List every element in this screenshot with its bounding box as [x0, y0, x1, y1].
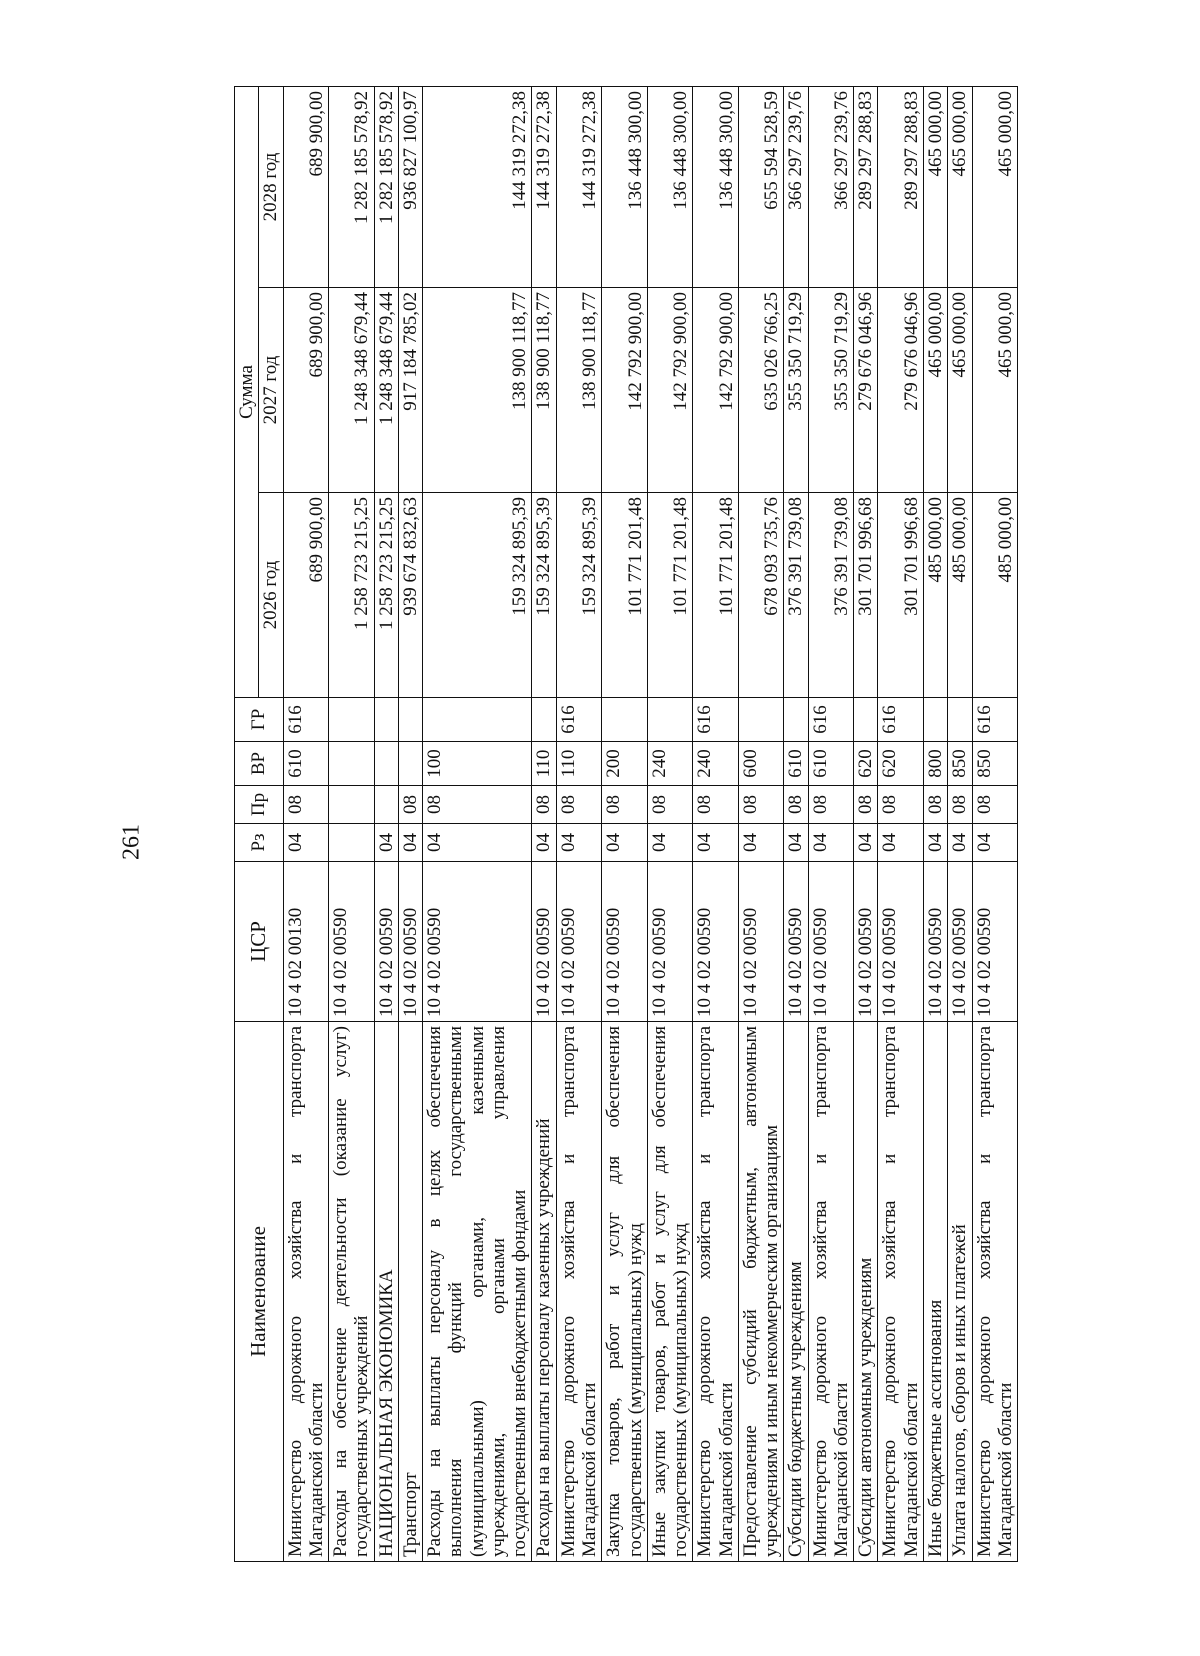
cell-pr: 08 [972, 786, 1018, 824]
cell-name-line: Министерство дорожного хозяйства и транспорта [879, 1026, 901, 1557]
cell-name [972, 1022, 1018, 1562]
table-row [878, 87, 924, 1562]
cell-gr [784, 698, 808, 742]
cell-name-line: учреждениями, органами управления [487, 1026, 509, 1557]
cell-rz: 04 [532, 824, 556, 862]
cell-2027: 142 792 900,00 [602, 288, 648, 493]
cell-name [602, 1022, 648, 1562]
cell-csr: 10 4 02 00590 [808, 862, 854, 1022]
cell-name [808, 1022, 854, 1562]
cell-pr [374, 786, 398, 824]
cell-vr: 600 [738, 742, 784, 786]
cell-name-line: Магаданской области [994, 1382, 1016, 1557]
cell-name-line: Предоставление субсидий бюджетным, автономным [739, 1026, 761, 1557]
cell-pr: 08 [602, 786, 648, 824]
cell-gr [948, 698, 972, 742]
cell-vr [329, 742, 375, 786]
cell-2026: 301 701 996,68 [878, 493, 924, 698]
cell-name [329, 1022, 375, 1562]
cell-name-line: Расходы на обеспечение деятельности (оказание услуг) [330, 1026, 352, 1557]
cell-2028: 144 319 272,38 [423, 87, 532, 288]
page-number: 261 [118, 824, 145, 860]
cell-2026: 101 771 201,48 [647, 493, 693, 698]
cell-2028: 1 282 185 578,92 [329, 87, 375, 288]
cell-name [398, 1022, 422, 1562]
cell-2027: 138 900 118,77 [423, 288, 532, 493]
cell-2027: 142 792 900,00 [647, 288, 693, 493]
cell-gr: 616 [556, 698, 602, 742]
cell-vr [398, 742, 422, 786]
col-header-2027: 2027 год [259, 288, 283, 493]
table-row [602, 87, 648, 1562]
cell-2026: 678 093 735,76 [738, 493, 784, 698]
cell-name-line: Субсидии автономным учреждениям [855, 1257, 877, 1557]
cell-gr [329, 698, 375, 742]
cell-pr: 08 [878, 786, 924, 824]
cell-name [556, 1022, 602, 1562]
cell-pr: 08 [923, 786, 947, 824]
budget-table [234, 86, 1018, 1562]
cell-csr: 10 4 02 00590 [854, 862, 878, 1022]
cell-csr: 10 4 02 00590 [948, 862, 972, 1022]
cell-vr: 610 [784, 742, 808, 786]
cell-2028: 1 282 185 578,92 [374, 87, 398, 288]
cell-rz: 04 [602, 824, 648, 862]
cell-2028: 136 448 300,00 [602, 87, 648, 288]
cell-pr [329, 786, 375, 824]
cell-name-line: Магаданской области [715, 1382, 737, 1557]
cell-gr [374, 698, 398, 742]
cell-2026: 485 000,00 [923, 493, 947, 698]
cell-2027: 355 350 719,29 [808, 288, 854, 493]
cell-name [738, 1022, 784, 1562]
cell-vr: 110 [556, 742, 602, 786]
cell-2026: 159 324 895,39 [532, 493, 556, 698]
table-body [283, 87, 1018, 1562]
cell-vr: 800 [923, 742, 947, 786]
cell-2028: 689 900,00 [283, 87, 329, 288]
header-row-1 [235, 87, 259, 1562]
cell-2028: 144 319 272,38 [556, 87, 602, 288]
cell-2028: 289 297 288,83 [878, 87, 924, 288]
cell-name-line: Расходы на выплаты персоналу в целях обеспечения [424, 1026, 446, 1557]
cell-name-line: Министерство дорожного хозяйства и транспорта [284, 1026, 306, 1557]
cell-name-line: Магаданской области [305, 1382, 327, 1557]
cell-2026: 485 000,00 [972, 493, 1018, 698]
cell-gr [398, 698, 422, 742]
cell-rz: 04 [647, 824, 693, 862]
cell-name-line: Субсидии бюджетным учреждениям [785, 1261, 807, 1557]
cell-2028: 136 448 300,00 [647, 87, 693, 288]
cell-2027: 465 000,00 [972, 288, 1018, 493]
cell-rz: 04 [923, 824, 947, 862]
cell-2028: 465 000,00 [923, 87, 947, 288]
cell-gr [738, 698, 784, 742]
cell-2028: 136 448 300,00 [693, 87, 739, 288]
table-row [808, 87, 854, 1562]
cell-gr [532, 698, 556, 742]
cell-gr [854, 698, 878, 742]
cell-2026: 376 391 739,08 [784, 493, 808, 698]
cell-name-line: государственных (муниципальных) нужд [624, 1223, 646, 1557]
cell-pr: 08 [784, 786, 808, 824]
cell-name [923, 1022, 947, 1562]
cell-name [854, 1022, 878, 1562]
cell-csr: 10 4 02 00590 [693, 862, 739, 1022]
table-row [329, 87, 375, 1562]
cell-name [283, 1022, 329, 1562]
cell-vr: 100 [423, 742, 532, 786]
cell-2026: 159 324 895,39 [423, 493, 532, 698]
cell-2028: 936 827 100,97 [398, 87, 422, 288]
cell-2028: 144 319 272,38 [532, 87, 556, 288]
cell-rz: 04 [374, 824, 398, 862]
cell-pr: 08 [283, 786, 329, 824]
cell-vr: 200 [602, 742, 648, 786]
cell-pr: 08 [693, 786, 739, 824]
cell-name-line: Министерство дорожного хозяйства и транспорта [973, 1026, 995, 1557]
cell-rz: 04 [972, 824, 1018, 862]
cell-name-line: Закупка товаров, работ и услуг для обеспечения [603, 1026, 625, 1557]
cell-2027: 279 676 046,96 [854, 288, 878, 493]
cell-pr: 08 [423, 786, 532, 824]
cell-2027: 355 350 719,29 [784, 288, 808, 493]
cell-rz: 04 [283, 824, 329, 862]
cell-rz: 04 [398, 824, 422, 862]
table-row [283, 87, 329, 1562]
col-header-2028: 2028 год [259, 87, 283, 288]
cell-gr [423, 698, 532, 742]
cell-2026: 1 258 723 215,25 [329, 493, 375, 698]
table-row [398, 87, 422, 1562]
cell-rz: 04 [878, 824, 924, 862]
cell-gr: 616 [693, 698, 739, 742]
cell-name [693, 1022, 739, 1562]
cell-name-line: Магаданской области [830, 1382, 852, 1557]
cell-2027: 138 900 118,77 [556, 288, 602, 493]
cell-2027: 1 248 348 679,44 [329, 288, 375, 493]
cell-csr: 10 4 02 00590 [647, 862, 693, 1022]
cell-2028: 289 297 288,83 [854, 87, 878, 288]
cell-name-line: Магаданской области [900, 1382, 922, 1557]
cell-csr: 10 4 02 00590 [878, 862, 924, 1022]
cell-2027: 917 184 785,02 [398, 288, 422, 493]
cell-2028: 465 000,00 [972, 87, 1018, 288]
cell-name [948, 1022, 972, 1562]
cell-name-line: выполнения функций государственными [445, 1026, 467, 1557]
col-header-csr: ЦСР [235, 862, 284, 1022]
cell-name [423, 1022, 532, 1562]
table-row [556, 87, 602, 1562]
cell-vr [374, 742, 398, 786]
cell-2028: 366 297 239,76 [808, 87, 854, 288]
cell-gr [647, 698, 693, 742]
cell-2027: 138 900 118,77 [532, 288, 556, 493]
cell-2026: 301 701 996,68 [854, 493, 878, 698]
cell-name [647, 1022, 693, 1562]
cell-pr: 08 [948, 786, 972, 824]
cell-name [784, 1022, 808, 1562]
cell-csr: 10 4 02 00590 [556, 862, 602, 1022]
cell-name-line: государственными внебюджетными фондами [509, 1189, 531, 1557]
cell-pr: 08 [808, 786, 854, 824]
cell-gr: 616 [808, 698, 854, 742]
cell-2027: 635 026 766,25 [738, 288, 784, 493]
cell-vr: 110 [532, 742, 556, 786]
cell-rz: 04 [693, 824, 739, 862]
cell-csr: 10 4 02 00590 [532, 862, 556, 1022]
cell-name [532, 1022, 556, 1562]
col-header-2026: 2026 год [259, 493, 283, 698]
cell-name-line: государственных (муниципальных) нужд [670, 1223, 692, 1557]
table-row [923, 87, 947, 1562]
col-header-name: Наименование [235, 1022, 284, 1562]
cell-gr: 616 [972, 698, 1018, 742]
cell-vr: 610 [283, 742, 329, 786]
cell-pr: 08 [532, 786, 556, 824]
cell-2026: 939 674 832,63 [398, 493, 422, 698]
cell-csr: 10 4 02 00590 [398, 862, 422, 1022]
col-header-pr: Пр [235, 786, 284, 824]
cell-name-line: Министерство дорожного хозяйства и транспорта [694, 1026, 716, 1557]
cell-2026: 1 258 723 215,25 [374, 493, 398, 698]
cell-gr [923, 698, 947, 742]
cell-2027: 1 248 348 679,44 [374, 288, 398, 493]
cell-rz: 04 [948, 824, 972, 862]
cell-name-line: учреждениям и иным некоммерческим организациям [761, 1124, 783, 1557]
cell-gr [602, 698, 648, 742]
col-header-rz: Рз [235, 824, 284, 862]
cell-2027: 142 792 900,00 [693, 288, 739, 493]
table-row [854, 87, 878, 1562]
table-row [532, 87, 556, 1562]
cell-csr: 10 4 02 00590 [738, 862, 784, 1022]
cell-csr: 10 4 02 00590 [423, 862, 532, 1022]
cell-vr: 850 [972, 742, 1018, 786]
table-row [647, 87, 693, 1562]
cell-gr: 616 [283, 698, 329, 742]
cell-name-line: Иные бюджетные ассигнования [924, 1299, 946, 1557]
cell-name [878, 1022, 924, 1562]
cell-rz: 04 [808, 824, 854, 862]
cell-rz: 04 [854, 824, 878, 862]
cell-vr: 620 [878, 742, 924, 786]
cell-csr: 10 4 02 00590 [374, 862, 398, 1022]
cell-pr: 08 [556, 786, 602, 824]
cell-2028: 465 000,00 [948, 87, 972, 288]
cell-2026: 101 771 201,48 [602, 493, 648, 698]
table-row [948, 87, 972, 1562]
cell-name-line: Министерство дорожного хозяйства и транспорта [809, 1026, 831, 1557]
cell-gr: 616 [878, 698, 924, 742]
cell-csr: 10 4 02 00590 [329, 862, 375, 1022]
cell-csr: 10 4 02 00590 [972, 862, 1018, 1022]
cell-name-line: государственных учреждений [351, 1315, 373, 1557]
cell-vr: 850 [948, 742, 972, 786]
cell-2028: 366 297 239,76 [784, 87, 808, 288]
col-header-gr: ГР [235, 698, 284, 742]
cell-pr: 08 [398, 786, 422, 824]
col-header-sum: Сумма [235, 87, 259, 698]
cell-name-line: Расходы на выплаты персоналу казенных учреждений [533, 1118, 555, 1557]
cell-2028: 655 594 528,59 [738, 87, 784, 288]
cell-name [374, 1022, 398, 1562]
cell-vr: 610 [808, 742, 854, 786]
cell-name-line: (муниципальными) органами, казенными [466, 1026, 488, 1557]
cell-csr: 10 4 02 00590 [923, 862, 947, 1022]
cell-name-line: Транспорт [399, 1472, 421, 1557]
table-row [693, 87, 739, 1562]
col-header-vr: ВР [235, 742, 284, 786]
cell-pr: 08 [854, 786, 878, 824]
cell-2027: 465 000,00 [923, 288, 947, 493]
cell-2026: 689 900,00 [283, 493, 329, 698]
cell-vr: 240 [693, 742, 739, 786]
cell-rz: 04 [423, 824, 532, 862]
table-row [972, 87, 1018, 1562]
budget-table-rotated [234, 87, 1082, 1562]
cell-rz: 04 [556, 824, 602, 862]
table-row [374, 87, 398, 1562]
cell-2026: 159 324 895,39 [556, 493, 602, 698]
cell-vr: 240 [647, 742, 693, 786]
cell-vr: 620 [854, 742, 878, 786]
cell-name-line: Иные закупки товаров, работ и услуг для обеспечения [648, 1026, 670, 1557]
cell-name-line: Министерство дорожного хозяйства и транспорта [557, 1026, 579, 1557]
cell-pr: 08 [647, 786, 693, 824]
cell-csr: 10 4 02 00130 [283, 862, 329, 1022]
cell-rz: 04 [784, 824, 808, 862]
cell-2027: 279 676 046,96 [878, 288, 924, 493]
cell-csr: 10 4 02 00590 [784, 862, 808, 1022]
cell-rz: 04 [738, 824, 784, 862]
cell-pr: 08 [738, 786, 784, 824]
cell-2026: 101 771 201,48 [693, 493, 739, 698]
cell-rz [329, 824, 375, 862]
cell-name-line: Уплата налогов, сборов и иных платежей [949, 1224, 971, 1557]
cell-name-line: НАЦИОНАЛЬНАЯ ЭКОНОМИКА [375, 1269, 397, 1557]
cell-2027: 689 900,00 [283, 288, 329, 493]
cell-2026: 485 000,00 [948, 493, 972, 698]
cell-2027: 465 000,00 [948, 288, 972, 493]
cell-2026: 376 391 739,08 [808, 493, 854, 698]
cell-csr: 10 4 02 00590 [602, 862, 648, 1022]
cell-name-line: Магаданской области [578, 1382, 600, 1557]
table-row [423, 87, 532, 1562]
table-row [738, 87, 784, 1562]
table-row [784, 87, 808, 1562]
